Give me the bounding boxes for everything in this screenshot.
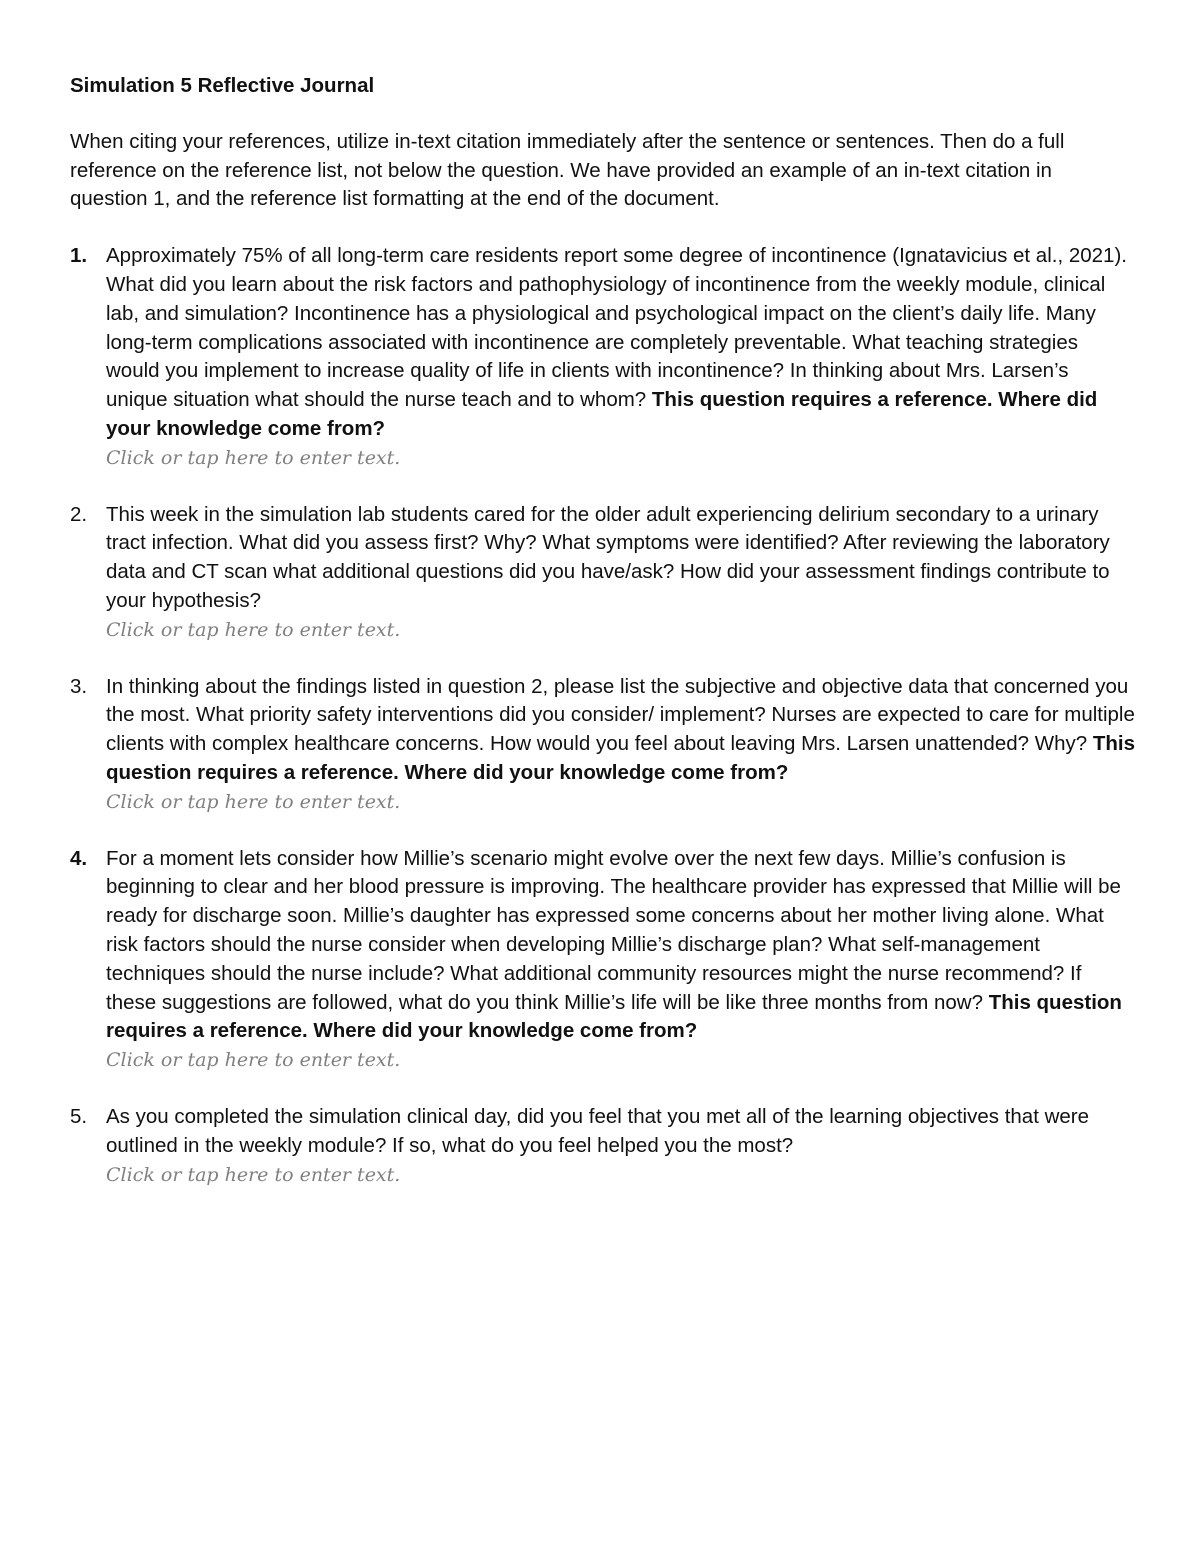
- question-number: 2.: [70, 502, 88, 526]
- question-number: 4.: [70, 846, 88, 870]
- intro-paragraph: When citing your references, utilize in-text citation immediately after the sentence or sentences. Then do a full reference on the reference list, not below the question. We have provided an example of an in-text citation in question 1, and the reference list formatting at the end of the document.: [70, 129, 1065, 211]
- question-item-2: [70, 501, 1135, 645]
- question-number: 3.: [70, 674, 88, 698]
- document-title: Simulation 5 Reflective Journal: [70, 74, 375, 97]
- question-number: 1.: [70, 244, 88, 268]
- question-text: Approximately 75% of all long-term care residents report some degree of incontinence (Ignatavicius et al., 2021). What did you learn about the risk factors and pathophysiology of incontinence from the weekly module, clinical lab, and simulation? Incontinence has a physiological and psychological impact on the client’s daily life. Many long-term complications associated with incontinence are completely preventable. What teaching strategies would you implement to increase quality of life in clients with incontinence? In thinking about Mrs. Larsen’s unique situation what should the nurse teach and to whom?: [106, 244, 1127, 412]
- question-list: [70, 242, 1135, 1189]
- question-text: As you completed the simulation clinical day, did you feel that you met all of the learning objectives that were outlined in the weekly module? If so, what do you feel helped you the most?: [106, 1104, 1090, 1157]
- question-text: In thinking about the findings listed in question 2, please list the subjective and objective data that concerned you the most. What priority safety interventions did you consider/ implement? Nurses are expected to care for multiple clients with complex healthcare concerns. How would you feel about leaving Mrs. Larsen unattended? Why?: [106, 674, 1135, 756]
- question-text: For a moment lets consider how Millie’s scenario might evolve over the next few days. Millie’s confusion is beginning to clear and her blood pressure is improving. The healthcare provider has expressed that Millie will be ready for discharge soon. Millie’s daughter has expressed some concerns about her mother living alone. What risk factors should the nurse consider when developing Millie’s discharge plan? What self-management techniques should the nurse include? What additional community resources might the nurse recommend? If these suggestions are followed, what do you think Millie’s life will be like three months from now?: [106, 846, 1121, 1014]
- answer-field[interactable]: Click or tap here to enter text.: [106, 446, 401, 469]
- document-page: [70, 72, 1135, 1217]
- question-text: This week in the simulation lab students cared for the older adult experiencing delirium secondary to a urinary tract infection. What did you assess first? Why? What symptoms were identified? After reviewing the laboratory data and CT scan what additional questions did you have/ask? How did your assessment findings contribute to your hypothesis?: [106, 502, 1110, 612]
- answer-field[interactable]: Click or tap here to enter text.: [106, 618, 401, 641]
- reference-required-note: This question requires a reference. Where did your knowledge come from?: [106, 388, 1098, 440]
- question-item-5: [70, 1103, 1135, 1189]
- reference-required-note: This question requires a reference. Where did your knowledge come from?: [106, 990, 1122, 1043]
- question-item-1: [70, 242, 1135, 472]
- question-item-3: [70, 673, 1135, 817]
- question-item-4: [70, 845, 1135, 1075]
- answer-field[interactable]: Click or tap here to enter text.: [106, 1163, 401, 1186]
- answer-field[interactable]: Click or tap here to enter text.: [106, 1049, 401, 1072]
- reference-required-note: This question requires a reference. Where did your knowledge come from?: [106, 732, 1135, 784]
- question-number: 5.: [70, 1104, 88, 1128]
- answer-field[interactable]: Click or tap here to enter text.: [106, 790, 401, 813]
